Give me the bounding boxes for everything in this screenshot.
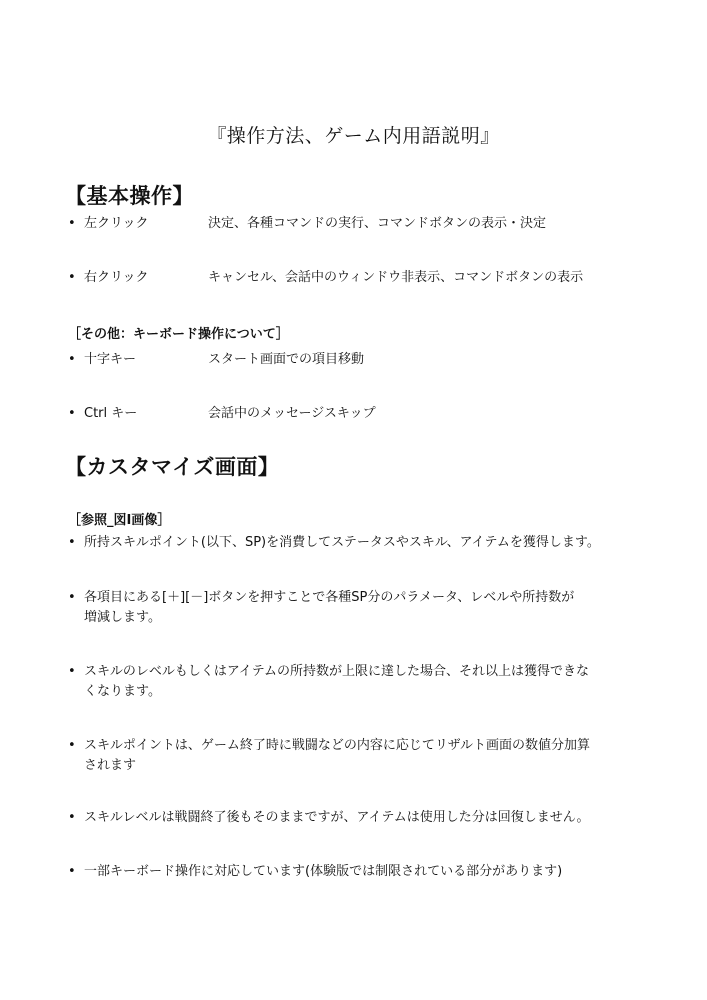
bullet: • [68, 406, 76, 421]
customize-screen-heading: 【カスタマイズ画面】 [65, 455, 280, 479]
bullet: • [68, 738, 76, 753]
list-item [68, 662, 648, 702]
operation-description: 決定、各種コマンドの実行、コマンドボタンの表示・決定 [208, 216, 547, 231]
operation-description: スタート画面での項目移動 [208, 352, 365, 367]
bullet: • [68, 352, 76, 367]
list-item [68, 533, 648, 553]
operation-description: キャンセル、会話中のウィンドウ非表示、コマンドボタンの表示 [208, 270, 584, 285]
operation-row-left-click [68, 214, 668, 234]
list-item [68, 736, 648, 776]
operation-key: Ctrl キー [84, 406, 138, 421]
bullet: • [68, 864, 76, 879]
list-item-text: スキルポイントは、ゲーム終了時に戦闘などの内容に応じてリザルト画面の数値分加算 されます [84, 738, 590, 773]
list-item-text: スキルレベルは戦闘終了後もそのままですが、アイテムは使用した分は回復しません。 [84, 810, 590, 825]
operation-key: 十字キー [84, 352, 137, 367]
operation-row-ctrl-key [68, 404, 668, 424]
bullet: • [68, 664, 76, 679]
list-item-text: 所持スキルポイント(以下、SP)を消費してステータスやスキル、アイテムを獲得します。 [84, 535, 600, 550]
list-item-text: スキルのレベルもしくはアイテムの所持数が上限に達した場合、それ以上は獲得できな くなります。 [84, 664, 590, 699]
bullet: • [68, 810, 76, 825]
bullet: • [68, 535, 76, 550]
list-item-text: 一部キーボード操作に対応しています(体験版では制限されている部分があります) [84, 864, 563, 879]
list-item [68, 808, 648, 828]
bullet: • [68, 270, 76, 285]
list-item [68, 862, 648, 882]
operation-row-right-click [68, 268, 668, 288]
figure-reference: ［参照_図Ⅰ画像］ [68, 513, 171, 528]
operation-row-arrow-keys [68, 350, 668, 370]
operation-key: 左クリック [84, 216, 149, 231]
basic-operations-heading: 【基本操作】 [65, 184, 194, 208]
operation-key: 右クリック [84, 270, 149, 285]
bullet: • [68, 216, 76, 231]
list-item [68, 588, 648, 628]
list-item-text: 各項目にある[＋][－]ボタンを押すことで各種SP分のパラメータ、レベルや所持数が 増減します。 [84, 590, 575, 625]
operation-description: 会話中のメッセージスキップ [208, 406, 376, 421]
bullet: • [68, 590, 76, 605]
keyboard-operations-heading: ［その他：キーボード操作について］ [68, 327, 289, 342]
page-title: 『操作方法、ゲーム内用語説明』 [207, 125, 500, 147]
